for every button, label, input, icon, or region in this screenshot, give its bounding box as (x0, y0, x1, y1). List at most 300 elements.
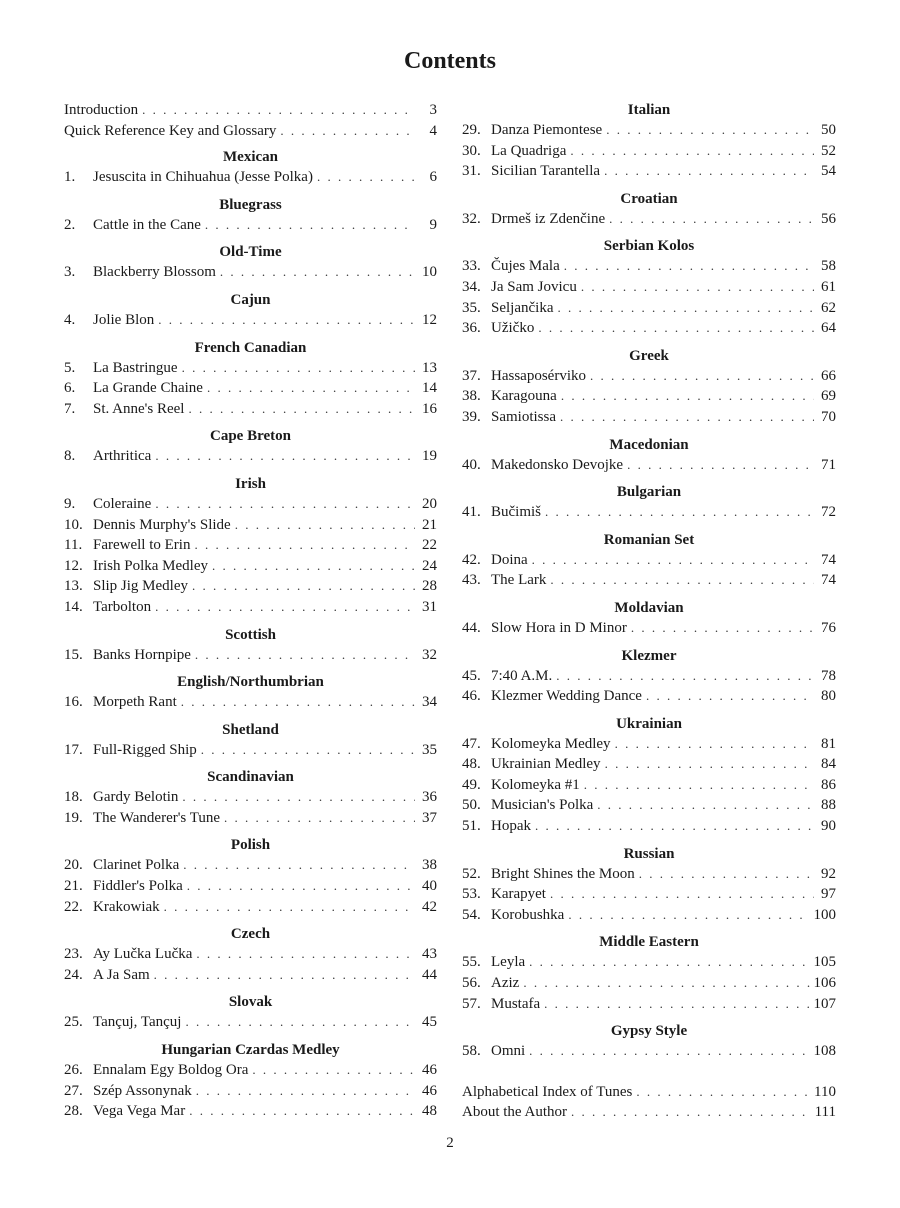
toc-entry-title: The Wanderer's Tune (93, 809, 221, 826)
toc-entry-title: Vega Vega Mar (93, 1103, 186, 1120)
dot-leader (317, 167, 415, 188)
toc-entry-title: Morpeth Rant (93, 694, 177, 711)
dot-leader (196, 1081, 415, 1102)
section-heading: Polish (230, 837, 271, 854)
section-heading: Moldavian (614, 599, 684, 616)
toc-entry-page: 21 (422, 516, 437, 533)
toc-entry-page: 74 (821, 551, 836, 568)
toc-entry-title: Bright Shines the Moon (491, 865, 635, 882)
toc-entry-title: Karapyet (491, 886, 546, 903)
toc-entry[interactable] (64, 262, 437, 283)
toc-left-sections (64, 147, 437, 1122)
toc-entry-page: 40 (422, 878, 437, 895)
toc-entry-number: 44. (462, 619, 481, 636)
toc-entry-page: 13 (422, 359, 437, 376)
toc-entry-page: 86 (821, 776, 836, 793)
dot-leader (529, 1041, 809, 1062)
toc-entry[interactable] (64, 378, 437, 399)
toc-entry-title: Banks Hornpipe (93, 646, 191, 663)
toc-entry[interactable] (462, 502, 836, 523)
toc-entry[interactable] (64, 645, 437, 666)
dot-leader (155, 446, 415, 467)
toc-entry-title: Klezmer Wedding Dance (491, 688, 642, 705)
toc-entry[interactable] (462, 161, 836, 182)
toc-entry-number: 12. (64, 557, 83, 574)
toc-entry-title: Quick Reference Key and Glossary (64, 122, 277, 139)
toc-entry[interactable] (64, 1101, 437, 1122)
dot-leader (188, 399, 415, 420)
section-heading: Slovak (228, 994, 273, 1011)
dot-leader (280, 121, 415, 142)
toc-entry-number: 18. (64, 789, 83, 806)
toc-entry-number: 5. (64, 359, 76, 376)
toc-entry[interactable] (462, 120, 836, 141)
dot-leader (615, 734, 814, 755)
toc-entry[interactable] (64, 965, 437, 986)
toc-entry-number: 57. (462, 995, 481, 1012)
toc-entry-title: Hassaposérviko (491, 367, 586, 384)
toc-entry-title: Irish Polka Medley (93, 557, 208, 574)
dot-leader (529, 952, 809, 973)
toc-entry[interactable] (64, 399, 437, 420)
toc-entry-page: 70 (821, 408, 836, 425)
toc-entry-page: 9 (429, 216, 437, 233)
dot-leader (606, 120, 814, 141)
dot-leader (557, 298, 814, 319)
toc-entry[interactable] (64, 740, 437, 761)
toc-entry-page: 54 (821, 163, 836, 180)
dot-leader (636, 1082, 810, 1103)
toc-entry[interactable] (64, 494, 437, 515)
toc-entry-title: St. Anne's Reel (93, 400, 185, 417)
toc-entry-number: 16. (64, 694, 83, 711)
toc-entry[interactable] (462, 298, 836, 319)
dot-leader (571, 1102, 811, 1123)
section-heading: Scandinavian (207, 769, 294, 786)
dot-leader (187, 876, 415, 897)
toc-entry-title: Užičko (491, 320, 535, 337)
toc-entry-number: 24. (64, 966, 83, 983)
toc-entry-number: 21. (64, 878, 83, 895)
toc-entry[interactable] (64, 515, 437, 536)
dot-leader (207, 378, 415, 399)
toc-entry-title: Makedonsko Devojke (491, 456, 624, 473)
dot-leader (201, 740, 415, 761)
toc-entry[interactable] (462, 864, 836, 885)
toc-entry-page: 6 (429, 169, 437, 186)
toc-entry-number: 30. (462, 142, 481, 159)
toc-entry-number: 17. (64, 741, 83, 758)
toc-entry-page: 106 (813, 975, 836, 992)
toc-entry-number: 10. (64, 516, 83, 533)
toc-entry-number: 40. (462, 456, 481, 473)
dot-leader (155, 597, 415, 618)
toc-right-sections (462, 100, 836, 1062)
toc-entry-title: 7:40 A.M. (491, 667, 553, 684)
toc-entry[interactable] (64, 167, 437, 188)
toc-entry-page: 45 (422, 1014, 437, 1031)
dot-leader (523, 973, 809, 994)
toc-entry-title: Jesuscita in Chihuahua (Jesse Polka) (93, 169, 313, 186)
toc-entry-title: Alphabetical Index of Tunes (462, 1083, 633, 1100)
toc-entry-title: Blackberry Blossom (93, 264, 216, 281)
toc-entry-title: Seljančika (491, 299, 554, 316)
toc-entry-title: Coleraine (93, 495, 152, 512)
toc-entry[interactable] (462, 455, 836, 476)
section-heading: Scottish (225, 626, 276, 643)
toc-entry-number: 56. (462, 975, 481, 992)
toc-entry-title: Danza Piemontese (491, 122, 603, 138)
toc-entry-page: 90 (821, 818, 836, 835)
spacer (462, 1062, 836, 1082)
toc-entry[interactable] (462, 277, 836, 298)
toc-entry-number: 39. (462, 408, 481, 425)
toc-entry-number: 49. (462, 776, 481, 793)
toc-entry-number: 38. (462, 388, 481, 405)
toc-entry[interactable] (462, 884, 836, 905)
toc-entry-title: Omni (491, 1043, 526, 1060)
toc-entry[interactable] (462, 754, 836, 775)
toc-entry-title: Sicilian Tarantella (491, 163, 601, 180)
toc-entry-page: 61 (821, 278, 836, 295)
toc-entry-page: 64 (821, 320, 836, 337)
dot-leader (570, 141, 814, 162)
toc-entry-number: 37. (462, 367, 481, 384)
dot-leader (631, 618, 814, 639)
toc-entry-number: 22. (64, 898, 83, 915)
toc-entry[interactable] (64, 876, 437, 897)
dot-leader (182, 787, 415, 808)
dot-leader (252, 1060, 415, 1081)
toc-entry-number: 14. (64, 598, 83, 615)
toc-entry-number: 31. (462, 163, 481, 180)
toc-entry-page: 46 (422, 1062, 437, 1079)
toc-entry-number: 11. (64, 537, 83, 554)
toc-entry-title: Kolomeyka #1 (491, 776, 580, 793)
toc-entry[interactable] (462, 775, 836, 796)
toc-entry-number: 47. (462, 735, 481, 752)
toc-entry[interactable] (462, 816, 836, 837)
toc-entry[interactable] (462, 795, 836, 816)
toc-entry[interactable] (64, 944, 437, 965)
toc-entry[interactable] (462, 973, 836, 994)
toc-entry-page: 31 (422, 598, 437, 615)
toc-entry-title: Gardy Belotin (93, 789, 179, 806)
toc-entry-number: 33. (462, 258, 481, 275)
toc-entry-number: 52. (462, 865, 481, 882)
toc-entry-number: 53. (462, 886, 481, 903)
toc-entry-page: 100 (813, 906, 836, 923)
toc-entry-page: 62 (821, 299, 836, 316)
toc-entry-number: 50. (462, 797, 481, 814)
toc-entry-number: 54. (462, 906, 481, 923)
toc-entry-title: Leyla (491, 954, 526, 971)
toc-entry-number: 15. (64, 646, 83, 663)
toc-entry-title: Čujes Mala (491, 258, 560, 275)
dot-leader (556, 666, 814, 687)
toc-entry[interactable] (462, 618, 836, 639)
toc-entry-number: 46. (462, 688, 481, 705)
dot-leader (538, 318, 814, 339)
toc-entry[interactable] (462, 209, 836, 230)
toc-entry-title: Samiotissa (491, 408, 557, 425)
dot-leader (568, 905, 809, 926)
dot-leader (182, 358, 415, 379)
toc-entry-page: 38 (422, 857, 437, 874)
dot-leader (189, 1101, 415, 1122)
toc-entry-glossary[interactable] (64, 121, 437, 142)
toc-entry-title: Dennis Murphy's Slide (93, 516, 231, 533)
toc-entry[interactable] (64, 535, 437, 556)
dot-leader (142, 100, 415, 121)
section-heading: Middle Eastern (599, 934, 699, 951)
toc-entry[interactable] (64, 897, 437, 918)
toc-right-column (462, 100, 836, 1123)
toc-entry-page: 71 (821, 456, 836, 473)
toc-entry-number: 43. (462, 572, 481, 589)
toc-entry[interactable] (64, 787, 437, 808)
toc-entry[interactable] (462, 256, 836, 277)
toc-entry[interactable] (64, 1081, 437, 1102)
dot-leader (550, 570, 814, 591)
dot-leader (535, 816, 814, 837)
toc-entry-page: 10 (422, 264, 437, 281)
dot-leader (183, 855, 415, 876)
toc-entry[interactable] (462, 550, 836, 571)
toc-entry-title: About the Author (462, 1104, 567, 1121)
toc-entry[interactable] (462, 952, 836, 973)
section-heading: Italian (627, 102, 671, 118)
toc-entry[interactable] (64, 358, 437, 379)
toc-entry-title: Aziz (491, 975, 520, 992)
toc-entry-number: 1. (64, 169, 76, 186)
toc-entry-page: 97 (821, 886, 836, 903)
dot-leader (590, 366, 814, 387)
section-heading: Bluegrass (219, 196, 282, 213)
toc-entry-page: 19 (422, 448, 437, 465)
section-heading: Croatian (620, 190, 678, 207)
toc-entry-title: Slip Jig Medley (93, 578, 189, 595)
dot-leader (627, 455, 814, 476)
toc-entry-title: Hopak (491, 818, 531, 835)
toc-entry-title: Full-Rigged Ship (93, 741, 197, 758)
toc-entry-page: 48 (422, 1103, 437, 1120)
section-heading: Mexican (223, 149, 278, 166)
toc-entry-number: 55. (462, 954, 481, 971)
dot-leader (544, 994, 809, 1015)
toc-entry-page: 110 (814, 1083, 836, 1100)
toc-entry-page: 28 (422, 578, 437, 595)
toc-entry-page: 66 (821, 367, 836, 384)
toc-entry[interactable] (462, 734, 836, 755)
toc-entry-number: 20. (64, 857, 83, 874)
toc-entry[interactable] (462, 666, 836, 687)
toc-entry-title: Ja Sam Jovicu (491, 278, 577, 295)
toc-entry-title: Farewell to Erin (93, 537, 191, 554)
toc-entry-page: 78 (821, 667, 836, 684)
dot-leader (212, 556, 415, 577)
toc-entry[interactable] (64, 1012, 437, 1033)
toc-entry[interactable] (462, 318, 836, 339)
toc-entry-index[interactable] (462, 1082, 836, 1103)
toc-entry-page: 44 (422, 966, 437, 983)
section-heading: French Canadian (194, 339, 307, 356)
toc-entry-page: 80 (821, 688, 836, 705)
toc-entry-page: 74 (821, 572, 836, 589)
toc-entry[interactable] (64, 692, 437, 713)
dot-leader (564, 256, 814, 277)
dot-leader (195, 645, 415, 666)
toc-entry[interactable] (64, 446, 437, 467)
toc-entry-title: Ukrainian Medley (491, 756, 601, 773)
section-heading: Macedonian (609, 436, 689, 453)
toc-entry-title: Szép Assonynak (93, 1082, 192, 1099)
toc-entry-title: Introduction (64, 102, 139, 118)
dot-leader (194, 535, 415, 556)
toc-entry-page: 24 (422, 557, 437, 574)
toc-entry-page: 50 (821, 122, 836, 138)
toc-entry-title: Musician's Polka (491, 797, 594, 814)
toc-entry[interactable] (462, 366, 836, 387)
toc-entry-page: 81 (821, 735, 836, 752)
dot-leader (561, 386, 814, 407)
toc-entry[interactable] (462, 1041, 836, 1062)
dot-leader (584, 775, 814, 796)
toc-entry-page: 111 (814, 1104, 836, 1121)
toc-entry-number: 3. (64, 264, 76, 281)
toc-entry-introduction[interactable] (64, 100, 437, 121)
toc-entry-page: 84 (821, 756, 836, 773)
dot-leader (605, 754, 814, 775)
toc-entry-number: 36. (462, 320, 481, 337)
toc-entry-title: Mustafa (491, 995, 541, 1012)
toc-entry-page: 46 (422, 1082, 437, 1099)
toc-entry[interactable] (462, 570, 836, 591)
toc-entry[interactable] (64, 556, 437, 577)
section-heading: Cape Breton (210, 428, 291, 445)
toc-entry-title: Drmeš iz Zdenčine (491, 210, 606, 227)
toc-entry[interactable] (64, 808, 437, 829)
toc-entry-number: 42. (462, 551, 481, 568)
toc-entry[interactable] (462, 141, 836, 162)
toc-entry[interactable] (64, 1060, 437, 1081)
toc-entry[interactable] (462, 386, 836, 407)
dot-leader (532, 550, 814, 571)
toc-entry-number: 32. (462, 210, 481, 227)
dot-leader (224, 808, 415, 829)
toc-entry-title: A Ja Sam (93, 966, 150, 983)
section-heading: Hungarian Czardas Medley (161, 1042, 340, 1059)
toc-entry-title: Bučimiš (491, 504, 542, 521)
toc-entry-page: 32 (422, 646, 437, 663)
toc-left-column (64, 100, 437, 1122)
dot-leader (646, 686, 814, 707)
section-heading: Bulgarian (616, 484, 682, 501)
toc-entry[interactable] (462, 407, 836, 428)
toc-entry-page: 107 (813, 995, 836, 1012)
toc-entry-title: Cattle in the Cane (93, 216, 201, 233)
dot-leader (154, 965, 415, 986)
toc-entry[interactable] (64, 215, 437, 236)
section-heading: English/Northumbrian (177, 674, 324, 691)
toc-entry-page: 3 (429, 102, 437, 118)
toc-entry-number: 13. (64, 578, 83, 595)
dot-leader (196, 944, 415, 965)
toc-entry-number: 45. (462, 667, 481, 684)
toc-entry-page: 43 (422, 946, 437, 963)
toc-entry-title: Ay Lučka Lučka (93, 946, 193, 963)
toc-entry-title: Clarinet Polka (93, 857, 180, 874)
toc-entry-page: 37 (422, 809, 437, 826)
toc-entry-page: 52 (821, 142, 836, 159)
toc-entry-page: 72 (821, 504, 836, 521)
dot-leader (155, 494, 415, 515)
toc-entry-page: 69 (821, 388, 836, 405)
section-heading: Serbian Kolos (603, 238, 695, 255)
toc-entry-title: Karagouna (491, 388, 557, 405)
toc-entry-number: 8. (64, 448, 76, 465)
section-heading: Irish (235, 475, 266, 492)
toc-entry-number: 23. (64, 946, 83, 963)
toc-entry-number: 28. (64, 1103, 83, 1120)
dot-leader (158, 310, 415, 331)
toc-entry-title: Krakowiak (93, 898, 160, 915)
toc-entry-page: 58 (821, 258, 836, 275)
section-heading: Shetland (222, 721, 279, 738)
toc-entry-number: 35. (462, 299, 481, 316)
toc-entry[interactable] (462, 686, 836, 707)
toc-entry-number: 25. (64, 1014, 83, 1031)
dot-leader (164, 897, 415, 918)
dot-leader (639, 864, 814, 885)
toc-entry[interactable] (64, 576, 437, 597)
toc-entry-title: Fiddler's Polka (93, 878, 183, 895)
toc-entry-number: 6. (64, 380, 76, 397)
toc-entry-title: Tarbolton (93, 598, 152, 615)
toc-entry[interactable] (462, 994, 836, 1015)
dot-leader (205, 215, 415, 236)
toc-entry-page: 42 (422, 898, 437, 915)
toc-entry[interactable] (64, 855, 437, 876)
toc-entry-title: Tançuj, Tançuj (93, 1014, 182, 1031)
toc-entry-title: Arthritica (93, 448, 152, 465)
toc-entry[interactable] (64, 597, 437, 618)
toc-entry-number: 19. (64, 809, 83, 826)
toc-entry-number: 27. (64, 1082, 83, 1099)
dot-leader (604, 161, 814, 182)
section-heading: Ukrainian (616, 715, 682, 732)
section-heading: Czech (230, 926, 271, 943)
toc-entry-page: 12 (422, 311, 437, 328)
section-heading: Klezmer (621, 647, 677, 664)
toc-entry-title: The Lark (491, 572, 547, 589)
dot-leader (581, 277, 814, 298)
dot-leader (609, 209, 814, 230)
dot-leader (192, 576, 415, 597)
toc-entry-page: 20 (422, 495, 437, 512)
toc-entry[interactable] (462, 905, 836, 926)
section-heading: Old-Time (219, 244, 282, 261)
toc-entry-number: 26. (64, 1062, 83, 1079)
toc-entry-title: Korobushka (491, 906, 565, 923)
dot-leader (220, 262, 415, 283)
toc-entry-about-author[interactable] (462, 1102, 836, 1123)
toc-entry-title: La Quadriga (491, 142, 567, 159)
dot-leader (181, 692, 415, 713)
toc-entry-title: Kolomeyka Medley (491, 735, 611, 752)
toc-entry-number: 58. (462, 1043, 481, 1060)
toc-entry[interactable] (64, 310, 437, 331)
